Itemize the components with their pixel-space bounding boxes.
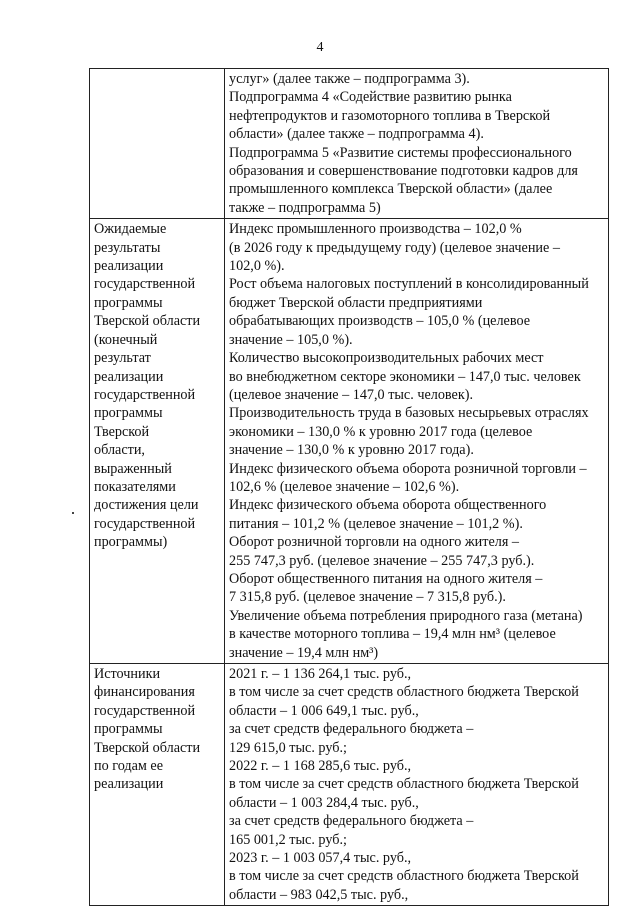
row-value-cell (225, 69, 609, 219)
label-line: программы (94, 294, 163, 311)
value-line: 7 315,8 руб. (целевое значение – 7 315,8 руб.). (229, 589, 506, 606)
value-line: области – 1 003 284,4 тыс. руб., (229, 794, 419, 811)
label-line: по годам ее (94, 758, 164, 775)
row-label-cell (90, 664, 225, 906)
label-line: области, (94, 442, 145, 459)
page-number: 4 (316, 40, 324, 55)
label-line: Тверской (94, 423, 150, 440)
label-line: финансирования (94, 684, 195, 701)
value-line: в том числе за счет средств областного бюджета Тверской (229, 684, 579, 701)
value-line: области – 1 006 649,1 тыс. руб., (229, 702, 419, 719)
value-line: промышленного комплекса Тверской области» (далее (229, 181, 553, 198)
value-line: 102,6 % (целевое значение – 102,6 %). (229, 478, 460, 495)
value-line: в том числе за счет средств областного бюджета Тверской (229, 776, 579, 793)
value-line: Рост объема налоговых поступлений в консолидированный (229, 276, 589, 293)
program-passport-table (89, 68, 609, 906)
value-line: значение – 130,0 % к уровню 2017 года). (229, 442, 474, 459)
value-line: обрабатывающих производств – 105,0 % (целевое (229, 313, 531, 330)
row-value-cell (225, 219, 609, 664)
value-line: (целевое значение – 147,0 тыс. человек). (229, 386, 474, 403)
label-line: Тверской области (94, 739, 201, 756)
label-line: реализации (94, 368, 164, 385)
value-line: экономики – 130,0 % к уровню 2017 года (целевое (229, 423, 533, 440)
label-line: Тверской области (94, 313, 201, 330)
label-line: реализации (94, 776, 164, 793)
value-line: области» (далее также – подпрограмма 4). (229, 126, 484, 143)
row-subprograms-continued (90, 69, 609, 219)
value-line: Оборот розничной торговли на одного жителя – (229, 534, 520, 551)
value-line: услуг» (далее также – подпрограмма 3). (229, 71, 470, 87)
value-line: за счет средств федерального бюджета – (229, 813, 474, 830)
value-line: Оборот общественного питания на одного жителя – (229, 570, 543, 587)
value-line: области – 983 042,5 тыс. руб., (229, 886, 409, 903)
row-funding-sources (90, 664, 609, 906)
value-line: значение – 105,0 %). (229, 331, 353, 348)
label-line: государственной (94, 515, 196, 532)
label-line: выраженный (94, 460, 172, 477)
value-line: Подпрограмма 5 «Развитие системы профессионального (229, 144, 572, 161)
label-line: программы (94, 721, 163, 738)
value-line: 129 615,0 тыс. руб.; (229, 739, 347, 756)
value-line: (в 2026 году к предыдущему году) (целевое значение – (229, 239, 560, 256)
label-line: программы) (94, 534, 168, 551)
value-line: Индекс физического объема оборота общественного (229, 497, 547, 514)
label-line: государственной (94, 386, 196, 403)
value-line: 165 001,2 тыс. руб.; (229, 831, 347, 848)
label-line: достижения цели (94, 497, 199, 514)
row-expected-results (90, 219, 609, 664)
value-line: 255 747,3 руб. (целевое значение – 255 747,3 руб.). (229, 552, 535, 569)
label-line: результат (94, 350, 151, 367)
value-line: в качестве моторного топлива – 19,4 млн нм³ (целевое (229, 626, 556, 643)
value-line: 2021 г. – 1 136 264,1 тыс. руб., (229, 666, 412, 682)
value-line: Индекс физического объема оборота розничной торговли – (229, 460, 587, 477)
label-line: Источники (94, 666, 161, 682)
value-line: Производительность труда в базовых несырьевых отраслях (229, 405, 589, 422)
value-line: питания – 101,2 % (целевое значение – 101,2 %). (229, 515, 523, 532)
scan-speck (72, 512, 74, 514)
value-line: нефтепродуктов и газомоторного топлива в Тверской (229, 107, 551, 124)
row-label-cell (90, 219, 225, 664)
row-label-cell (90, 69, 225, 219)
value-line: также – подпрограмма 5) (229, 199, 381, 216)
label-line: показателями (94, 478, 176, 495)
label-line: (конечный (94, 331, 158, 348)
row-value-cell (225, 664, 609, 906)
value-line: 2023 г. – 1 003 057,4 тыс. руб., (229, 850, 412, 867)
label-line: реализации (94, 258, 164, 275)
value-line: Увеличение объема потребления природного газа (метана) (229, 607, 583, 624)
value-line: бюджет Тверской области предприятиями (229, 294, 483, 311)
label-line: государственной (94, 702, 196, 719)
value-line: 2022 г. – 1 168 285,6 тыс. руб., (229, 758, 412, 775)
value-line: в том числе за счет средств областного бюджета Тверской (229, 868, 579, 885)
value-line: во внебюджетном секторе экономики – 147,0 тыс. человек (229, 368, 581, 385)
table-body (90, 69, 609, 906)
value-line: образования и совершенствование подготовки кадров для (229, 163, 578, 180)
value-line: за счет средств федерального бюджета – (229, 721, 474, 738)
label-line: результаты (94, 239, 161, 256)
value-line: Индекс промышленного производства – 102,0 % (229, 221, 522, 238)
label-line: государственной (94, 276, 196, 293)
value-line: Количество высокопроизводительных рабочих мест (229, 350, 544, 367)
value-line: Подпрограмма 4 «Содействие развитию рынка (229, 89, 512, 106)
value-line: 102,0 %). (229, 258, 285, 275)
value-line: значение – 19,4 млн нм³) (229, 644, 379, 661)
label-line: программы (94, 405, 163, 422)
label-line: Ожидаемые (94, 221, 167, 238)
